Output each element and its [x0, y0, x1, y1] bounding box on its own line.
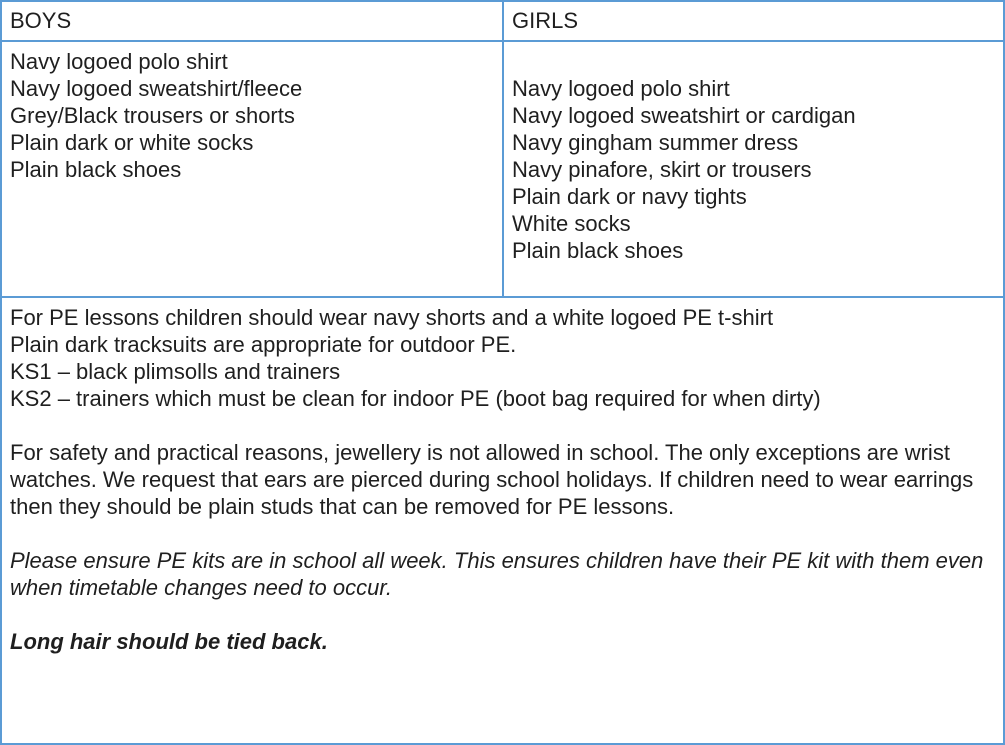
hair-note: Long hair should be tied back. [10, 629, 328, 654]
boys-header-cell [0, 0, 504, 42]
girls-item: White socks [512, 211, 631, 236]
spacer [10, 520, 993, 547]
boys-item: Navy logoed sweatshirt/fleece [10, 76, 303, 101]
girls-item: Navy logoed sweatshirt or cardigan [512, 103, 856, 128]
notes-cell [0, 296, 1005, 745]
jewellery-paragraph: For safety and practical reasons, jewellery is not allowed in school. The only exceptions are wrist watches. We request that ears are pierced during school holidays. If children need to wear earrings then they should be plain studs that can be removed for PE lessons. [10, 440, 974, 519]
girls-header: GIRLS [512, 8, 579, 33]
boys-item: Grey/Black trousers or shorts [10, 103, 295, 128]
spacer [10, 601, 993, 628]
pe-line: KS1 – black plimsolls and trainers [10, 359, 341, 384]
pe-line: KS2 – trainers which must be clean for indoor PE (boot bag required for when dirty) [10, 386, 821, 411]
pe-line: For PE lessons children should wear navy shorts and a white logoed PE t-shirt [10, 305, 774, 330]
pe-kit-note: Please ensure PE kits are in school all week. This ensures children have their PE kit with them even when timetable changes need to occur. [10, 548, 984, 600]
boys-header: BOYS [10, 8, 72, 33]
boys-item: Plain dark or white socks [10, 130, 254, 155]
girls-item: Navy logoed polo shirt [512, 76, 730, 101]
boys-item: Navy logoed polo shirt [10, 49, 228, 74]
girls-item: Plain black shoes [512, 238, 684, 263]
girls-item: Navy pinafore, skirt or trousers [512, 157, 812, 182]
pe-line: Plain dark tracksuits are appropriate for outdoor PE. [10, 332, 517, 357]
spacer [10, 412, 993, 439]
boys-items-cell [0, 40, 504, 298]
girls-items-cell [502, 40, 1005, 298]
girls-header-cell [502, 0, 1005, 42]
girls-item: Navy gingham summer dress [512, 130, 799, 155]
girls-item: Plain dark or navy tights [512, 184, 747, 209]
boys-item: Plain black shoes [10, 157, 182, 182]
